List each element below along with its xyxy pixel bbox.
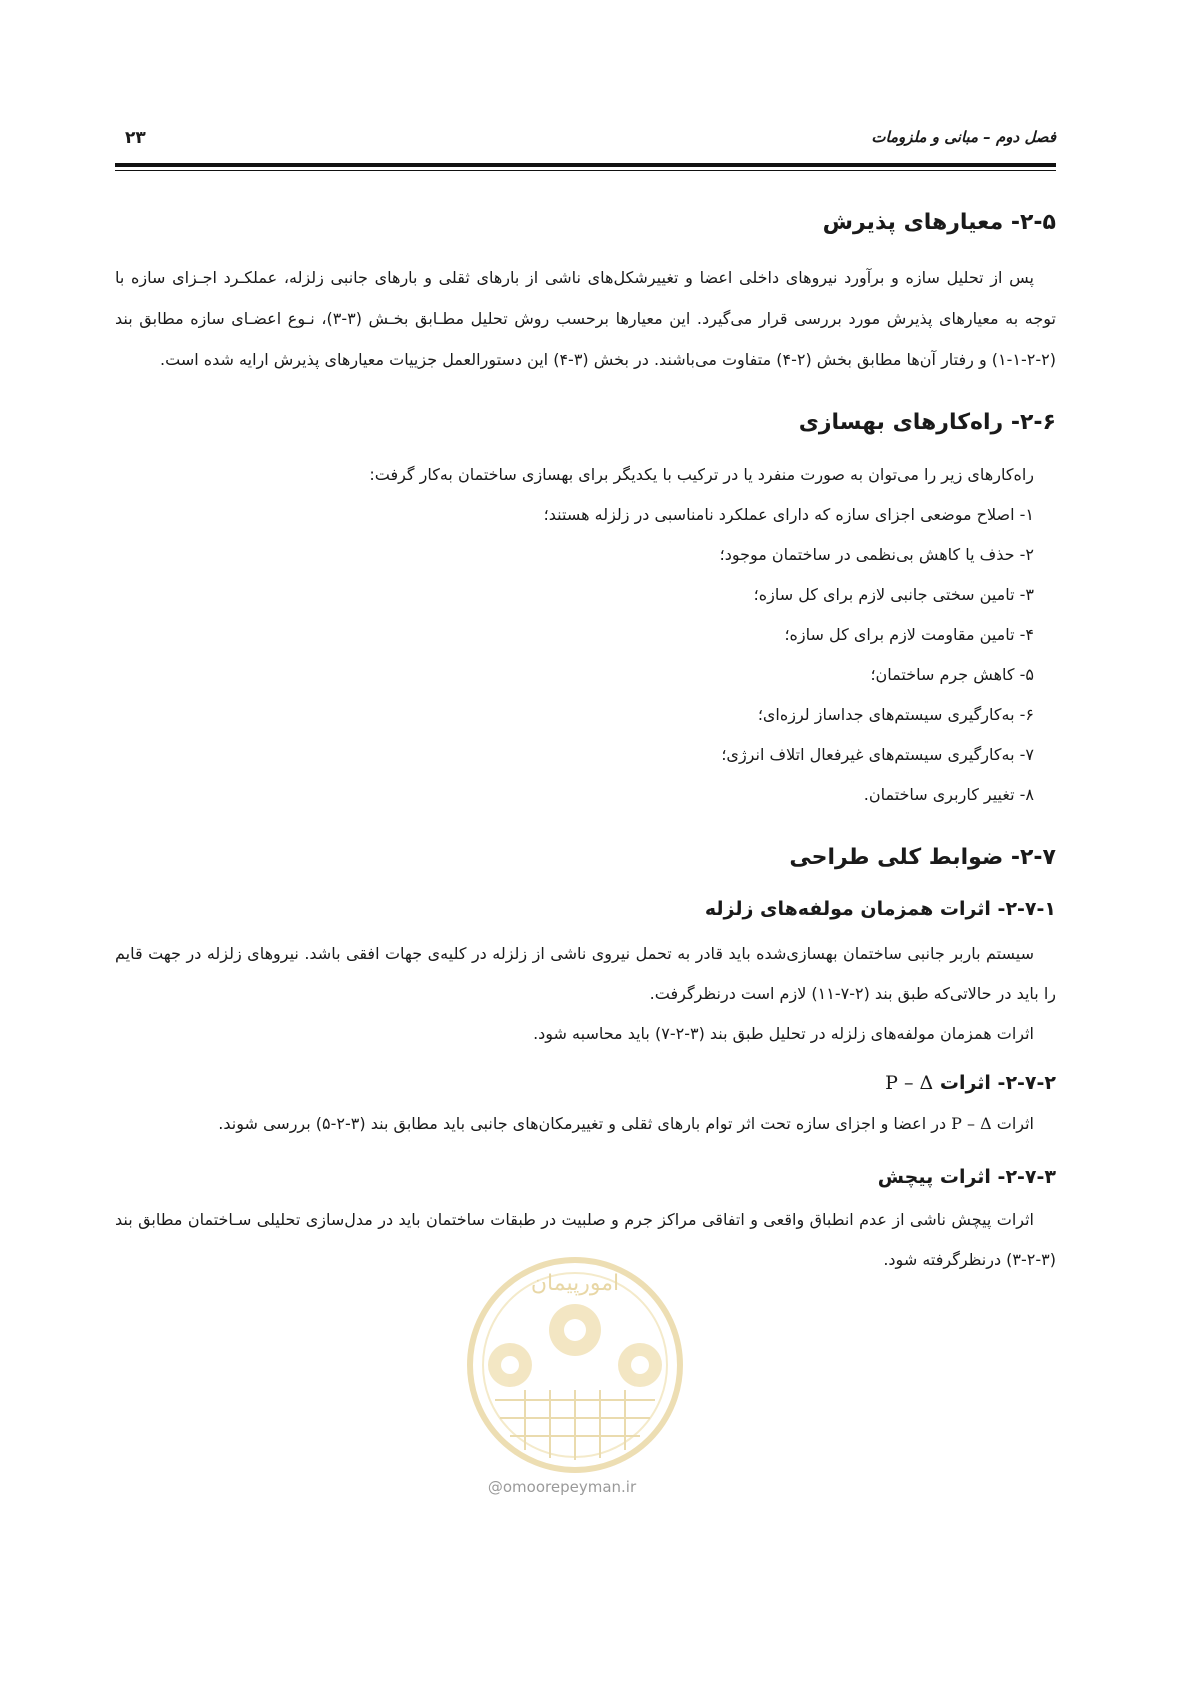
page-content [115, 210, 1056, 1280]
watermark-logo-text: امورپیمان [530, 1271, 620, 1296]
list-item: ۲- حذف یا کاهش بی‌نظمی در ساختمان موجود؛ [719, 545, 1034, 564]
document-page [115, 0, 1056, 1684]
subsection-2-7-1-paragraph-1: سیستم باربر جانبی ساختمان بهسازی‌شده باید قادر به تحمل نیروی ناشی از زلزله در کلیه‌ی جهات افقی باشد. نیروهای زلزله در جهت قایم را باید در حالاتی‌که طبق بند (۲-۷-۱۱) لازم است درنظرگرفت. [115, 944, 1056, 1003]
list-intro: راه‌کارهای زیر را می‌توان به صورت منفرد یا در ترکیب با یکدیگر برای بهسازی ساختمان به‌کار گرفت: [369, 465, 1034, 484]
list-item: ۴- تامین مقاومت لازم برای کل سازه؛ [784, 625, 1034, 644]
header-rule-thick [115, 163, 1056, 167]
subsection-heading-2-7-1: ۲-۷-۱- اثرات همزمان مولفه‌های زلزله [704, 898, 1056, 920]
subsection-2-7-3-paragraph: اثرات پیچش ناشی از عدم انطباق واقعی و اتفاقی مراکز جرم و صلبیت در طبقات ساختمان باید در مدل‌سازی تحلیلی سـاختمان مطابق بند (۳-۲-۳) درنظرگرفته شود. [115, 1210, 1056, 1269]
section-heading-2-5: ۲-۵- معیارهای پذیرش [822, 210, 1056, 235]
list-item: ۵- کاهش جرم ساختمان؛ [870, 665, 1034, 684]
list-item: ۸- تغییر کاربری ساختمان. [863, 785, 1034, 804]
header-rule-thin [115, 170, 1056, 171]
watermark-url: @omoorepeyman.ir [487, 1478, 637, 1496]
p-delta-symbol-inline: P – Δ [951, 1114, 992, 1133]
p-delta-symbol: P – Δ [885, 1072, 934, 1094]
section-heading-2-7: ۲-۷- ضوابط کلی طراحی [789, 845, 1056, 870]
subsection-2-7-2-heading-text: ۲-۷-۲- اثرات [939, 1072, 1056, 1094]
chapter-title: فصل دوم – مبانی و ملزومات [871, 128, 1056, 146]
section-2-6-list [115, 455, 1056, 815]
page-number: ۲۳ [125, 128, 146, 148]
subsection-heading-2-7-2 [115, 1072, 1056, 1094]
list-item: ۳- تامین سختی جانبی لازم برای کل سازه؛ [753, 585, 1034, 604]
section-2-5-paragraph: پس از تحلیل سازه و برآورد نیروهای داخلی اعضا و تغییرشکل‌های ناشی از بارهای ثقلی و بارهای جانبی زلزله، عملکـرد اجـزای سازه با توجه به معیارهای پذیرش مورد بررسی قرار می‌گیرد. این معیارها برحسب روش تحلیل مطـابق بخـش (۳-۳)، نـوع اعضـای سازه مطابق بند (۲-۲-۱-۱) و رفتار آن‌ها مطابق بخش (۲-۴) متفاوت می‌باشند. در بخش (۳-۴) این دستورالعمل جزییات معیارهای پذیرش ارایه شده است. [115, 268, 1056, 369]
subsection-heading-2-7-3: ۲-۷-۳- اثرات پیچش [877, 1166, 1056, 1188]
page-header [115, 128, 1056, 158]
paragraph-prefix: اثرات [996, 1114, 1034, 1133]
subsection-2-7-1-paragraph-2: اثرات همزمان مولفه‌های زلزله در تحلیل طبق بند (۳-۲-۷) باید محاسبه شود. [533, 1024, 1034, 1043]
list-item: ۶- به‌کارگیری سیستم‌های جداساز لرزه‌ای؛ [757, 705, 1034, 724]
list-item: ۷- به‌کارگیری سیستم‌های غیرفعال اتلاف انرژی؛ [721, 745, 1034, 764]
paragraph-rest: در اعضا و اجزای سازه تحت اثر توام بارهای ثقلی و تغییرمکان‌های جانبی باید مطابق بند (۳-۲-۵) بررسی شوند. [218, 1114, 947, 1133]
section-heading-2-6: ۲-۶- راه‌کارهای بهسازی [798, 410, 1056, 435]
list-item: ۱- اصلاح موضعی اجزای سازه که دارای عملکرد نامناسبی در زلزله هستند؛ [543, 505, 1034, 524]
subsection-2-7-2-paragraph [115, 1104, 1056, 1144]
